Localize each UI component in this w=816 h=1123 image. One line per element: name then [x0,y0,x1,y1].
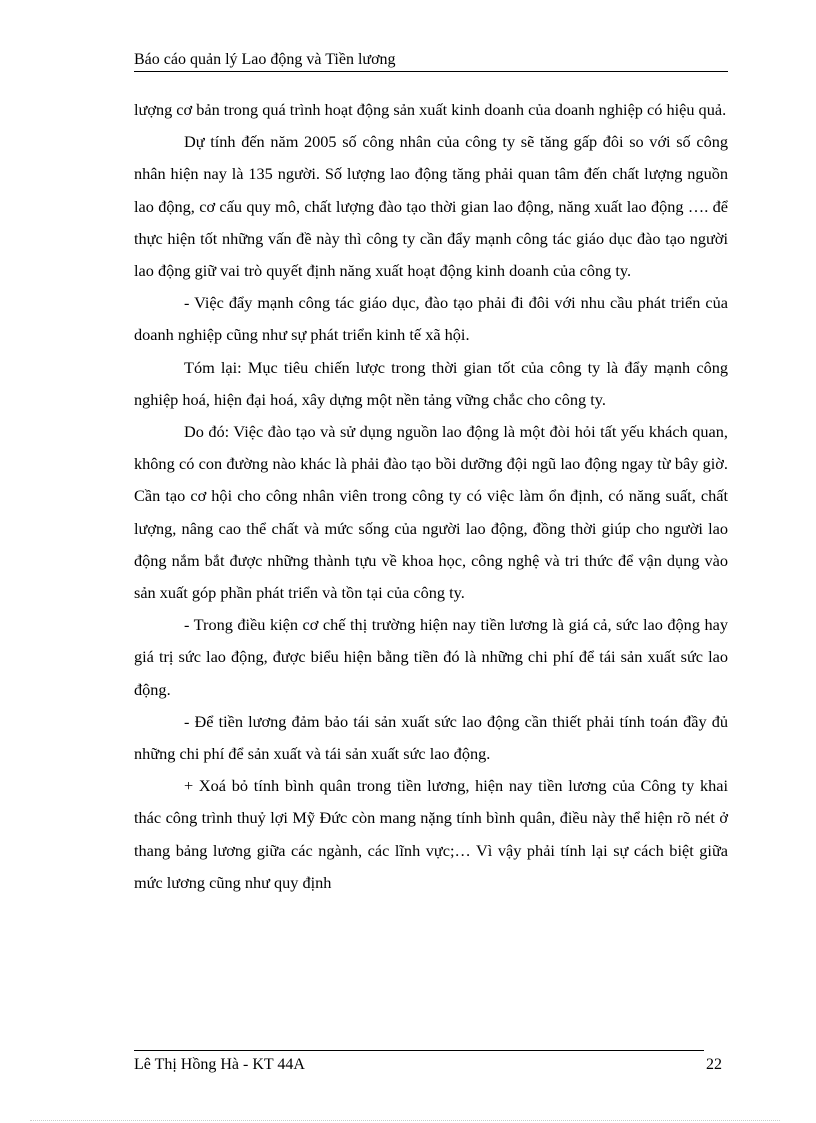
paragraph: - Việc đẩy mạnh công tác giáo dục, đào tạo phải đi đôi với nhu cầu phát triển của doanh nghiệp cũng như sự phát triển kinh tế xã hội. [134,293,728,345]
footer-rule [134,1050,704,1051]
paragraph: Tóm lại: Mục tiêu chiến lược trong thời gian tốt của công ty là đẩy mạnh công nghiệp hoá, hiện đại hoá, xây dựng một nền tảng vững chắc cho công ty. [134,357,728,409]
paragraph: - Trong điều kiện cơ chế thị trường hiện nay tiền lương là giá cả, sức lao động hay giá trị sức lao động, được biểu hiện bằng tiền đó là những chi phí để tái sản xuất sức lao động. [134,615,728,699]
body-text [134,94,728,899]
page-edge-divider [30,1120,780,1121]
running-header: Báo cáo quản lý Lao động và Tiền lương [134,51,396,68]
paragraph: lượng cơ bản trong quá trình hoạt động sản xuất kinh doanh của doanh nghiệp có hiệu quả. [134,100,727,119]
paragraph: Dự tính đến năm 2005 số công nhân của công ty sẽ tăng gấp đôi so với số công nhân hiện nay là 135 người. Số lượng lao động tăng phải quan tâm đến chất lượng nguồn lao động, cơ cấu quy mô, chất lượng đào tạo thời gian lao động, năng xuất lao động …. để thực hiện tốt những vấn đề này thì công ty cần đẩy mạnh công tác giáo dục đào tạo người lao động giữ vai trò quyết định năng xuất hoạt động kinh doanh của công ty. [134,132,728,281]
header-rule [134,71,728,72]
footer-author: Lê Thị Hồng Hà - KT 44A [134,1056,305,1073]
paragraph: Do đó: Việc đào tạo và sử dụng nguồn lao động là một đòi hỏi tất yếu khách quan, không có con đường nào khác là phải đào tạo bồi dưỡng đội ngũ lao động ngay từ bây giờ. Cần tạo cơ hội cho công nhân viên trong công ty có việc làm ổn định, có năng suất, chất lượng, nâng cao thể chất và mức sống của người lao động, đồng thời giúp cho người lao động nắm bắt được những thành tựu về khoa học, công nghệ và tri thức để vận dụng vào sản xuất góp phần phát triển và tồn tại của công ty. [134,422,728,603]
paragraph: - Để tiền lương đảm bảo tái sản xuất sức lao động cần thiết phải tính toán đầy đủ những chi phí để sản xuất và tái sản xuất sức lao động. [134,711,728,764]
paragraph: + Xoá bỏ tính bình quân trong tiền lương, hiện nay tiền lương của Công ty khai thác công trình thuỷ lợi Mỹ Đức còn mang nặng tính bình quân, điều này thể hiện rõ nét ở thang bảng lương giữa các ngành, các lĩnh vực;… Vì vậy phải tính lại sự cách biệt giữa mức lương cũng như quy định [134,776,728,892]
page-number: 22 [706,1056,722,1073]
